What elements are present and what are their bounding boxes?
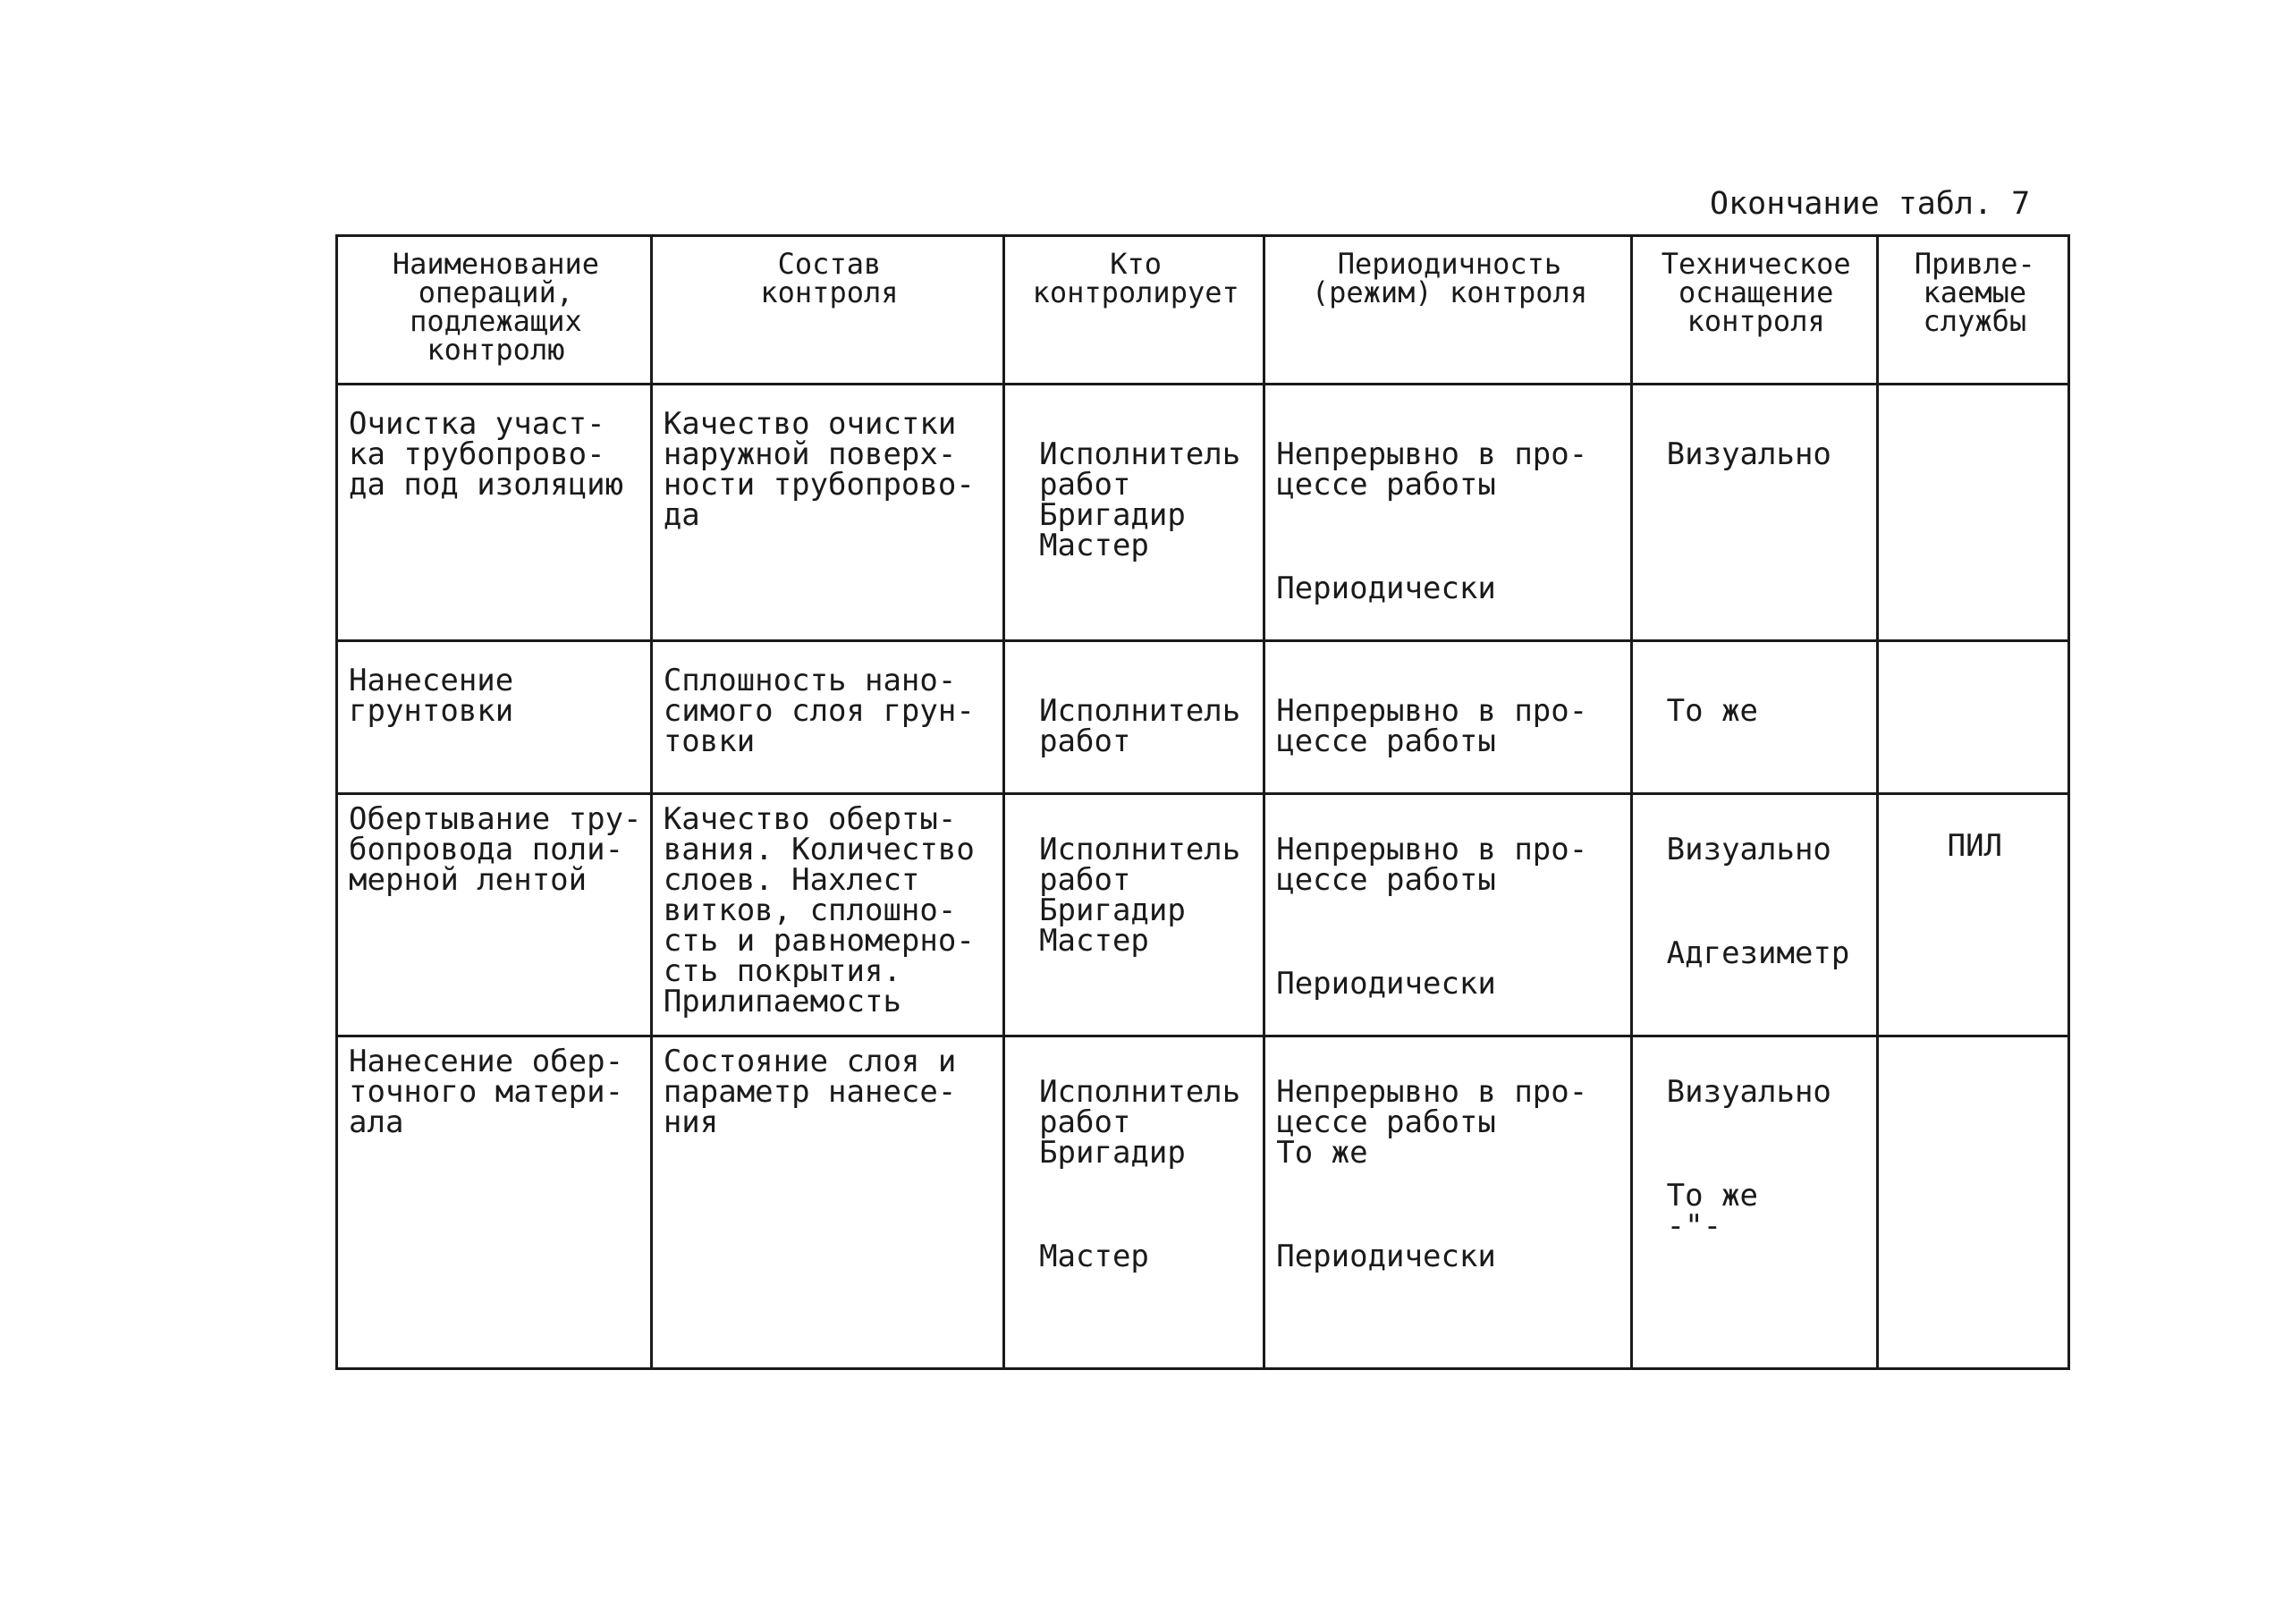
header-equipment: Техническое оснащение контроля [1631, 236, 1877, 385]
table-row [337, 1036, 2069, 1369]
cell-who [1004, 794, 1264, 1036]
equipment-text: То же -"- [1666, 1178, 1759, 1244]
period-text: Непрерывно в про- цессе работы [1276, 693, 1588, 759]
equipment-text: То же [1666, 693, 1759, 729]
cell-content: Качество очистки наружной поверх- ности трубопрово- да [651, 385, 1003, 641]
equipment-text: Визуально [1666, 1074, 1831, 1110]
cell-who [1004, 1036, 1264, 1369]
who-text: Исполнитель работ Бригадир Мастер [1039, 832, 1241, 959]
cell-period [1264, 385, 1631, 641]
cell-equipment [1631, 641, 1877, 794]
cell-operation: Нанесение обер- точного матери- ала [337, 1036, 652, 1369]
cell-content: Качество оберты- вания. Количество слоев. Нахлест витков, сплошно- сть и равномерно- сть покрытия. Прилипаемость [651, 794, 1003, 1036]
period-text: Непрерывно в про- цессе работы То же [1276, 1074, 1588, 1171]
table-row [337, 641, 2069, 794]
header-operations: Наименование операций, подлежащих контролю [337, 236, 652, 385]
period-text: Периодически [1276, 571, 1496, 606]
period-text: Непрерывно в про- цессе работы [1276, 436, 1588, 503]
cell-services [1877, 641, 2068, 794]
equipment-text: Адгезиметр [1666, 935, 1850, 971]
cell-operation: Нанесение грунтовки [337, 641, 652, 794]
cell-who [1004, 385, 1264, 641]
header-periodicity: Периодичность (режим) контроля [1264, 236, 1631, 385]
who-text: Исполнитель работ Бригадир [1039, 1074, 1241, 1171]
control-table [335, 234, 2070, 1370]
cell-operation: Обертывание тру- бопровода поли- мерной лентой [337, 794, 652, 1036]
cell-services: ПИЛ [1877, 794, 2068, 1036]
cell-content: Сплошность нано- симого слоя грун- товки [651, 641, 1003, 794]
cell-services [1877, 1036, 2068, 1369]
table-caption: Окончание табл. 7 [1710, 186, 2031, 222]
cell-equipment [1631, 794, 1877, 1036]
cell-who [1004, 641, 1264, 794]
header-services: Привле- каемые службы [1877, 236, 2068, 385]
header-content: Состав контроля [651, 236, 1003, 385]
who-text: Мастер [1039, 1239, 1149, 1274]
cell-period [1264, 641, 1631, 794]
header-who: Кто контролирует [1004, 236, 1264, 385]
who-text: Исполнитель работ Бригадир Мастер [1039, 436, 1241, 563]
cell-content: Состояние слоя и параметр нанесе- ния [651, 1036, 1003, 1369]
equipment-text: Визуально [1666, 832, 1831, 867]
period-text: Периодически [1276, 966, 1496, 1002]
cell-operation: Очистка участ- ка трубопрово- да под изоляцию [337, 385, 652, 641]
period-text: Периодически [1276, 1239, 1496, 1274]
table-header-row [337, 236, 2069, 385]
equipment-text: Визуально [1666, 436, 1831, 472]
cell-services [1877, 385, 2068, 641]
period-text: Непрерывно в про- цессе работы [1276, 832, 1588, 898]
cell-period [1264, 794, 1631, 1036]
cell-period [1264, 1036, 1631, 1369]
table-row [337, 385, 2069, 641]
who-text: Исполнитель работ [1039, 693, 1241, 759]
cell-equipment [1631, 1036, 1877, 1369]
cell-equipment [1631, 385, 1877, 641]
table-row [337, 794, 2069, 1036]
